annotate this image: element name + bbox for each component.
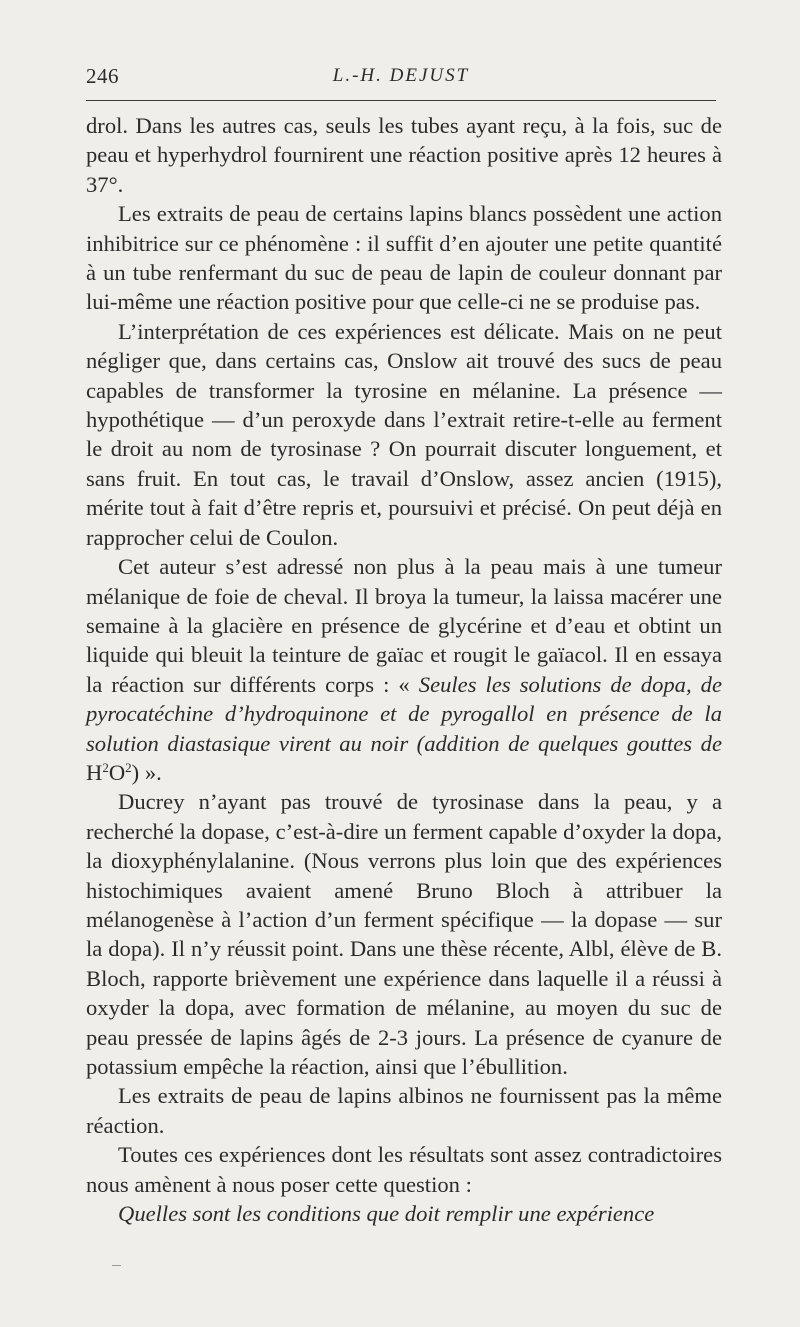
page-header	[86, 64, 716, 88]
page-number: 246	[86, 64, 119, 88]
paragraph-coulon	[86, 552, 722, 787]
paragraph-interpretation: L’interprétation de ces expériences est délicate. Mais on ne peut négliger que, dans certains cas, Onslow ait trouvé des sucs de peau capables de transformer la tyrosine en mélanine. La présence — hypothétique — d’un peroxyde dans l’extrait retire-t-elle au ferment le droit au nom de tyrosinase ? On pourrait discuter longuement, et sans fruit. En tout cas, le travail d’Onslow, assez ancien (1915), mérite tout à fait d’être repris et, poursuivi et précisé. On peut déjà en rapprocher celui de Coulon.	[86, 318, 722, 550]
header-rule	[86, 100, 716, 101]
coulon-text: Cet auteur s’est adressé non plus à la peau mais à une tumeur mélanique de foie de cheval. Il broya la tumeur, la laissa macérer une semaine à la glacière en présence de glycérine et d’eau et obtint un liquide qui bleuit la teinture de gaïac et rougit le gaïacol. Il en essaya la réaction sur différents corps : «	[86, 554, 722, 697]
formula-o: O	[108, 759, 126, 785]
formula-h: H	[86, 759, 103, 785]
formula-sup-1: 2	[102, 759, 109, 775]
body-text	[86, 111, 722, 1228]
paragraph-question: Quelles sont les conditions que doit remplir une expérience	[118, 1201, 655, 1227]
paragraph-extraits: Les extraits de peau de certains lapins blancs possèdent une action inhibitrice sur ce phénomène : il suffit d’en ajouter une petite quantité à un tube renfermant du suc de peau de lapin de couleur donnant par lui-même une réaction positive pour que celle-ci ne se produise pas.	[86, 201, 722, 315]
quote-close: ) ».	[131, 759, 162, 785]
paragraph-continued: drol. Dans les autres cas, seuls les tubes ayant reçu, à la fois, suc de peau et hyperhydrol fournirent une réaction positive après 12 heures à 37°.	[86, 113, 722, 197]
formula-sup-2: 2	[125, 759, 132, 775]
page-mark	[112, 1265, 121, 1266]
paragraph-albinos: Les extraits de peau de lapins albinos ne fournissent pas la même réaction.	[86, 1083, 722, 1138]
paragraph-question-intro: Toutes ces expériences dont les résultats sont assez contradictoires nous amènent à nous poser cette question :	[86, 1142, 722, 1197]
running-head: L.-H. DEJUST	[332, 65, 470, 86]
paragraph-ducrey: Ducrey n’ayant pas trouvé de tyrosinase dans la peau, y a recherché la dopase, c’est-à-dire un ferment capable d’oxyder la dopa, la dioxyphénylalanine. (Nous verrons plus loin que des expériences histochimiques avaient amené Bruno Bloch à attribuer la mélanogenèse à l’action d’un ferment spécifique — la dopase — sur la dopa). Il n’y réussit point. Dans une thèse récente, Albl, élève de B. Bloch, rapporte brièvement une expérience dans laquelle il a réussi à oxyder la dopa, avec formation de mélanine, au moyen du suc de peau pressée de lapins âgés de 2-3 jours. La présence de cyanure de potassium empêche la réaction, ainsi que l’ébullition.	[86, 789, 722, 1079]
coulon-quote: Seules les solutions de dopa, de pyrocatéchine d’hydroquinone et de pyrogallol en présence de la solution diastasique virent au noir (addition de quelques gouttes de	[86, 671, 722, 756]
